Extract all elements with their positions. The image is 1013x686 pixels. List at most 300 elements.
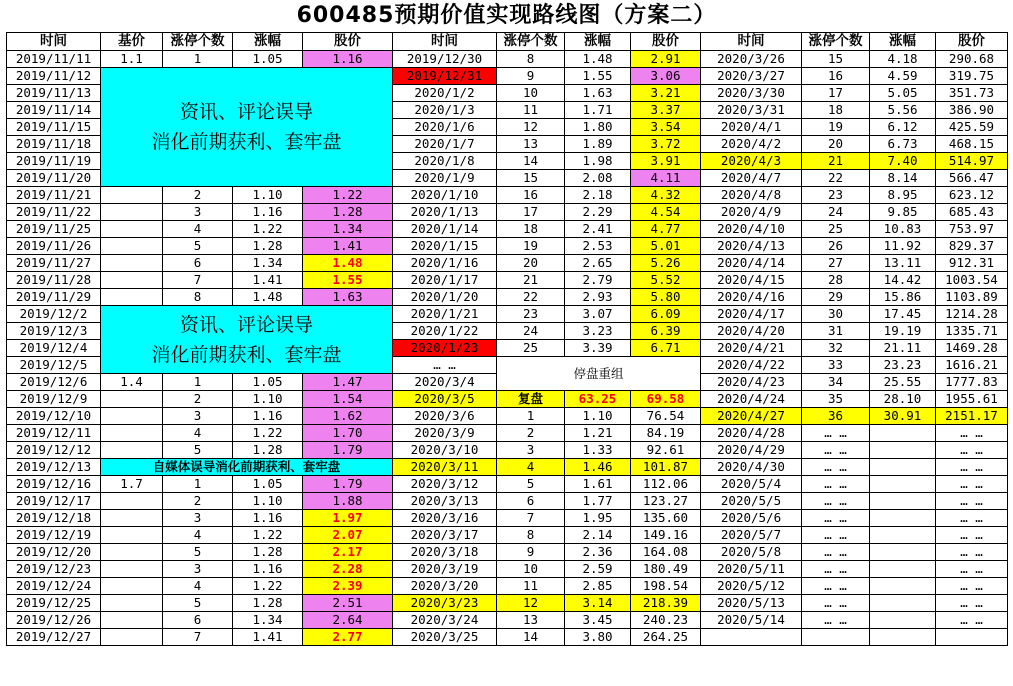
mid-limit-count-cell: 7: [497, 510, 565, 527]
right-price-cell: … …: [936, 544, 1008, 561]
left-gain-cell: 1.22: [233, 425, 303, 442]
base-price-cell: [101, 510, 163, 527]
left-date-cell: 2019/12/5: [7, 357, 101, 374]
left-limit-count-cell: 3: [163, 510, 233, 527]
left-gain-cell: 1.28: [233, 442, 303, 459]
mid-gain-cell: 1.21: [565, 425, 631, 442]
mid-price-cell: 164.08: [631, 544, 701, 561]
mid-gain-cell: 3.07: [565, 306, 631, 323]
mid-limit-count-cell: 9: [497, 544, 565, 561]
right-date-cell: 2020/4/20: [701, 323, 802, 340]
table-row: [7, 238, 1008, 255]
base-price-cell: 1.7: [101, 476, 163, 493]
right-date-cell: 2020/4/17: [701, 306, 802, 323]
mid-date-cell: 2020/1/22: [393, 323, 497, 340]
right-date-cell: 2020/4/22: [701, 357, 802, 374]
base-price-cell: [101, 527, 163, 544]
left-gain-cell: 1.41: [233, 629, 303, 646]
mid-gain-cell: 2.93: [565, 289, 631, 306]
left-price-cell: 2.17: [303, 544, 393, 561]
base-price-cell: 1.1: [101, 51, 163, 68]
left-limit-count-cell: 3: [163, 204, 233, 221]
right-gain-cell: [870, 459, 936, 476]
left-date-cell: 2019/11/20: [7, 170, 101, 187]
left-date-cell: 2019/12/11: [7, 425, 101, 442]
right-gain-cell: 6.12: [870, 119, 936, 136]
right-gain-cell: [870, 561, 936, 578]
mid-gain-cell: 2.85: [565, 578, 631, 595]
base-price-cell: 1.4: [101, 374, 163, 391]
mid-price-cell: 2.91: [631, 51, 701, 68]
table-row: [7, 629, 1008, 646]
base-price-cell: [101, 612, 163, 629]
left-limit-count-cell: 4: [163, 425, 233, 442]
right-gain-cell: 14.42: [870, 272, 936, 289]
right-gain-cell: 30.91: [870, 408, 936, 425]
right-price-cell: 351.73: [936, 85, 1008, 102]
left-price-cell: 1.97: [303, 510, 393, 527]
mid-price-cell: 5.26: [631, 255, 701, 272]
mid-date-cell: 2019/12/31: [393, 68, 497, 85]
misleading-note-text: 资讯、评论误导 消化前期获利、套牢盘: [151, 101, 342, 153]
left-date-cell: 2019/11/29: [7, 289, 101, 306]
column-header: 涨幅: [870, 33, 936, 51]
mid-date-cell: 2020/1/23: [393, 340, 497, 357]
mid-limit-count-cell: 6: [497, 493, 565, 510]
right-limit-count-cell: 15: [802, 51, 870, 68]
mid-limit-count-cell: 1: [497, 408, 565, 425]
left-price-cell: 1.88: [303, 493, 393, 510]
right-limit-count-cell: … …: [802, 510, 870, 527]
left-date-cell: 2019/11/26: [7, 238, 101, 255]
right-price-cell: 319.75: [936, 68, 1008, 85]
base-price-cell: [101, 595, 163, 612]
mid-gain-cell: 2.08: [565, 170, 631, 187]
mid-price-cell: 264.25: [631, 629, 701, 646]
mid-date-cell: 2020/1/10: [393, 187, 497, 204]
left-price-cell: 2.51: [303, 595, 393, 612]
base-price-cell: [101, 561, 163, 578]
right-price-cell: 1616.21: [936, 357, 1008, 374]
right-limit-count-cell: … …: [802, 493, 870, 510]
right-gain-cell: [870, 493, 936, 510]
right-limit-count-cell: 28: [802, 272, 870, 289]
left-limit-count-cell: 6: [163, 255, 233, 272]
right-limit-count-cell: … …: [802, 595, 870, 612]
mid-gain-cell: 1.55: [565, 68, 631, 85]
base-price-cell: [101, 425, 163, 442]
right-date-cell: 2020/4/1: [701, 119, 802, 136]
mid-date-cell: 2020/1/7: [393, 136, 497, 153]
left-date-cell: 2019/12/20: [7, 544, 101, 561]
right-price-cell: 468.15: [936, 136, 1008, 153]
left-date-cell: 2019/12/2: [7, 306, 101, 323]
left-price-cell: 2.28: [303, 561, 393, 578]
left-limit-count-cell: 5: [163, 595, 233, 612]
right-limit-count-cell: 25: [802, 221, 870, 238]
header-row: [7, 33, 1008, 51]
right-gain-cell: 17.45: [870, 306, 936, 323]
right-limit-count-cell: … …: [802, 612, 870, 629]
right-price-cell: 566.47: [936, 170, 1008, 187]
right-limit-count-cell: 19: [802, 119, 870, 136]
mid-price-cell: 4.11: [631, 170, 701, 187]
mid-gain-cell: 2.18: [565, 187, 631, 204]
left-date-cell: 2019/12/16: [7, 476, 101, 493]
mid-gain-cell: 1.80: [565, 119, 631, 136]
mid-gain-cell: 2.29: [565, 204, 631, 221]
left-gain-cell: 1.16: [233, 204, 303, 221]
left-price-cell: 2.39: [303, 578, 393, 595]
base-price-cell: [101, 187, 163, 204]
left-price-cell: 1.16: [303, 51, 393, 68]
right-date-cell: 2020/3/31: [701, 102, 802, 119]
mid-date-cell: 2020/3/18: [393, 544, 497, 561]
price-roadmap-table: [6, 32, 1008, 646]
mid-gain-cell: 3.80: [565, 629, 631, 646]
right-gain-cell: 23.23: [870, 357, 936, 374]
right-date-cell: 2020/5/7: [701, 527, 802, 544]
right-price-cell: 386.90: [936, 102, 1008, 119]
right-price-cell: … …: [936, 527, 1008, 544]
column-header: 股价: [936, 33, 1008, 51]
mid-gain-cell: 1.10: [565, 408, 631, 425]
right-price-cell: 290.68: [936, 51, 1008, 68]
right-gain-cell: 19.19: [870, 323, 936, 340]
left-price-cell: 1.48: [303, 255, 393, 272]
right-date-cell: 2020/4/30: [701, 459, 802, 476]
mid-price-cell: 4.54: [631, 204, 701, 221]
mid-date-cell: 2020/3/25: [393, 629, 497, 646]
right-date-cell: 2020/5/8: [701, 544, 802, 561]
right-limit-count-cell: 29: [802, 289, 870, 306]
left-gain-cell: 1.05: [233, 374, 303, 391]
mid-date-cell: 2020/1/6: [393, 119, 497, 136]
right-price-cell: 1335.71: [936, 323, 1008, 340]
mid-date-cell: 2020/1/20: [393, 289, 497, 306]
table-row: [7, 493, 1008, 510]
column-header: 涨幅: [565, 33, 631, 51]
left-date-cell: 2019/11/15: [7, 119, 101, 136]
right-limit-count-cell: … …: [802, 544, 870, 561]
right-limit-count-cell: 33: [802, 357, 870, 374]
mid-date-cell: 2020/3/20: [393, 578, 497, 595]
right-price-cell: 1469.28: [936, 340, 1008, 357]
right-price-cell: … …: [936, 510, 1008, 527]
right-limit-count-cell: 23: [802, 187, 870, 204]
left-gain-cell: 1.05: [233, 51, 303, 68]
mid-date-cell: 2020/1/14: [393, 221, 497, 238]
mid-gain-cell: 3.45: [565, 612, 631, 629]
right-gain-cell: [870, 527, 936, 544]
table-row: [7, 476, 1008, 493]
column-header: 时间: [701, 33, 802, 51]
right-gain-cell: [870, 510, 936, 527]
mid-gain-cell: 1.71: [565, 102, 631, 119]
left-price-cell: 1.63: [303, 289, 393, 306]
right-date-cell: 2020/4/10: [701, 221, 802, 238]
left-gain-cell: 1.16: [233, 510, 303, 527]
mid-date-cell: 2020/1/21: [393, 306, 497, 323]
mid-price-cell: 92.61: [631, 442, 701, 459]
mid-date-cell: 2020/3/13: [393, 493, 497, 510]
mid-limit-count-cell: 17: [497, 204, 565, 221]
right-price-cell: 1003.54: [936, 272, 1008, 289]
mid-limit-count-cell: 8: [497, 527, 565, 544]
base-price-cell: [101, 289, 163, 306]
right-gain-cell: [870, 612, 936, 629]
mid-limit-count-cell: 11: [497, 578, 565, 595]
left-date-cell: 2019/12/25: [7, 595, 101, 612]
mid-price-cell: 3.54: [631, 119, 701, 136]
mid-date-cell: 2020/1/16: [393, 255, 497, 272]
right-gain-cell: 4.18: [870, 51, 936, 68]
mid-limit-count-cell: 24: [497, 323, 565, 340]
left-date-cell: 2019/12/27: [7, 629, 101, 646]
left-gain-cell: 1.22: [233, 527, 303, 544]
mid-limit-count-cell: 25: [497, 340, 565, 357]
table-row: [7, 595, 1008, 612]
mid-limit-count-cell: 22: [497, 289, 565, 306]
right-gain-cell: 4.59: [870, 68, 936, 85]
left-gain-cell: 1.41: [233, 272, 303, 289]
left-gain-cell: 1.10: [233, 493, 303, 510]
mid-price-cell: 5.01: [631, 238, 701, 255]
right-date-cell: 2020/4/28: [701, 425, 802, 442]
mid-date-cell: 2020/3/10: [393, 442, 497, 459]
left-gain-cell: 1.28: [233, 238, 303, 255]
table-row: [7, 425, 1008, 442]
left-limit-count-cell: 7: [163, 629, 233, 646]
mid-gain-cell: 2.59: [565, 561, 631, 578]
misleading-note-1: [101, 68, 393, 187]
mid-gain-cell: 2.79: [565, 272, 631, 289]
left-limit-count-cell: 2: [163, 187, 233, 204]
right-limit-count-cell: [802, 629, 870, 646]
right-limit-count-cell: … …: [802, 527, 870, 544]
right-price-cell: … …: [936, 561, 1008, 578]
mid-date-cell: 2020/3/19: [393, 561, 497, 578]
left-date-cell: 2019/12/24: [7, 578, 101, 595]
right-price-cell: 2151.17: [936, 408, 1008, 425]
right-date-cell: 2020/4/7: [701, 170, 802, 187]
base-price-cell: [101, 629, 163, 646]
left-price-cell: 2.77: [303, 629, 393, 646]
mid-gain-cell: 1.46: [565, 459, 631, 476]
mid-limit-count-cell: 21: [497, 272, 565, 289]
base-price-cell: [101, 391, 163, 408]
mid-price-cell: 6.09: [631, 306, 701, 323]
mid-gain-cell: 1.48: [565, 51, 631, 68]
right-date-cell: 2020/4/21: [701, 340, 802, 357]
mid-gain-cell: 2.36: [565, 544, 631, 561]
right-price-cell: [936, 629, 1008, 646]
right-gain-cell: [870, 476, 936, 493]
table-row: [7, 578, 1008, 595]
mid-price-cell: 135.60: [631, 510, 701, 527]
right-date-cell: 2020/4/16: [701, 289, 802, 306]
mid-date-cell: 2020/1/9: [393, 170, 497, 187]
left-limit-count-cell: 5: [163, 238, 233, 255]
right-gain-cell: [870, 595, 936, 612]
base-price-cell: [101, 272, 163, 289]
mid-date-cell: 2020/1/8: [393, 153, 497, 170]
table-row: [7, 459, 1008, 476]
left-price-cell: 1.54: [303, 391, 393, 408]
mid-date-cell: 2020/1/3: [393, 102, 497, 119]
right-price-cell: 912.31: [936, 255, 1008, 272]
left-limit-count-cell: 6: [163, 612, 233, 629]
right-limit-count-cell: 26: [802, 238, 870, 255]
right-price-cell: … …: [936, 425, 1008, 442]
right-date-cell: 2020/4/29: [701, 442, 802, 459]
left-date-cell: 2019/11/25: [7, 221, 101, 238]
mid-date-cell: 2020/3/12: [393, 476, 497, 493]
right-date-cell: 2020/4/27: [701, 408, 802, 425]
misleading-note-2: [101, 306, 393, 374]
right-date-cell: 2020/5/12: [701, 578, 802, 595]
mid-price-cell: 6.71: [631, 340, 701, 357]
left-date-cell: 2019/12/17: [7, 493, 101, 510]
left-limit-count-cell: 1: [163, 476, 233, 493]
mid-price-cell: 84.19: [631, 425, 701, 442]
right-limit-count-cell: … …: [802, 561, 870, 578]
left-date-cell: 2019/11/28: [7, 272, 101, 289]
right-limit-count-cell: 18: [802, 102, 870, 119]
right-date-cell: 2020/4/23: [701, 374, 802, 391]
mid-limit-count-cell: 2: [497, 425, 565, 442]
left-date-cell: 2019/12/18: [7, 510, 101, 527]
suspension-note: 停盘重组: [497, 357, 701, 391]
table-row: [7, 51, 1008, 68]
left-limit-count-cell: 1: [163, 374, 233, 391]
right-limit-count-cell: 24: [802, 204, 870, 221]
left-limit-count-cell: 2: [163, 493, 233, 510]
mid-price-cell: 112.06: [631, 476, 701, 493]
left-limit-count-cell: 7: [163, 272, 233, 289]
mid-gain-cell: 2.41: [565, 221, 631, 238]
right-price-cell: 753.97: [936, 221, 1008, 238]
base-price-cell: [101, 408, 163, 425]
table-row: [7, 527, 1008, 544]
right-date-cell: 2020/4/8: [701, 187, 802, 204]
mid-limit-count-cell: 8: [497, 51, 565, 68]
right-limit-count-cell: 35: [802, 391, 870, 408]
mid-date-cell: 2020/3/9: [393, 425, 497, 442]
left-date-cell: 2019/12/3: [7, 323, 101, 340]
right-gain-cell: [870, 425, 936, 442]
right-date-cell: 2020/3/26: [701, 51, 802, 68]
left-price-cell: 1.28: [303, 204, 393, 221]
right-limit-count-cell: … …: [802, 442, 870, 459]
right-limit-count-cell: … …: [802, 476, 870, 493]
right-date-cell: 2020/4/3: [701, 153, 802, 170]
right-date-cell: 2020/3/27: [701, 68, 802, 85]
column-header: 涨停个数: [802, 33, 870, 51]
left-price-cell: 2.64: [303, 612, 393, 629]
column-header: 股价: [303, 33, 393, 51]
left-date-cell: 2019/11/19: [7, 153, 101, 170]
mid-price-cell: 101.87: [631, 459, 701, 476]
right-date-cell: 2020/4/24: [701, 391, 802, 408]
left-gain-cell: 1.34: [233, 612, 303, 629]
mid-limit-count-cell: 12: [497, 119, 565, 136]
column-header: 涨停个数: [163, 33, 233, 51]
base-price-cell: [101, 238, 163, 255]
right-gain-cell: 6.73: [870, 136, 936, 153]
mid-gain-cell: 2.65: [565, 255, 631, 272]
mid-price-cell: 198.54: [631, 578, 701, 595]
right-price-cell: 514.97: [936, 153, 1008, 170]
mid-date-cell: 2020/1/17: [393, 272, 497, 289]
left-date-cell: 2019/12/13: [7, 459, 101, 476]
left-date-cell: 2019/12/23: [7, 561, 101, 578]
mid-gain-cell: 1.61: [565, 476, 631, 493]
right-price-cell: … …: [936, 476, 1008, 493]
table-row: [7, 68, 1008, 85]
mid-price-cell: 218.39: [631, 595, 701, 612]
mid-price-cell: 3.91: [631, 153, 701, 170]
base-price-cell: [101, 493, 163, 510]
right-price-cell: … …: [936, 595, 1008, 612]
right-gain-cell: 5.56: [870, 102, 936, 119]
mid-price-cell: 180.49: [631, 561, 701, 578]
mid-price-cell: 3.72: [631, 136, 701, 153]
mid-limit-count-cell: 11: [497, 102, 565, 119]
mid-gain-cell: 63.25: [565, 391, 631, 408]
left-date-cell: 2019/12/10: [7, 408, 101, 425]
left-date-cell: 2019/11/21: [7, 187, 101, 204]
mid-limit-count-cell: 9: [497, 68, 565, 85]
table-row: [7, 289, 1008, 306]
mid-gain-cell: 1.89: [565, 136, 631, 153]
mid-date-cell: 2019/12/30: [393, 51, 497, 68]
base-price-cell: [101, 221, 163, 238]
mid-limit-count-cell: 23: [497, 306, 565, 323]
mid-gain-cell: 2.53: [565, 238, 631, 255]
mid-limit-count-cell: 13: [497, 136, 565, 153]
mid-price-cell: 69.58: [631, 391, 701, 408]
left-gain-cell: 1.28: [233, 544, 303, 561]
right-date-cell: 2020/4/14: [701, 255, 802, 272]
table-row: [7, 255, 1008, 272]
left-gain-cell: 1.34: [233, 255, 303, 272]
left-price-cell: 2.07: [303, 527, 393, 544]
left-date-cell: 2019/11/18: [7, 136, 101, 153]
left-limit-count-cell: 5: [163, 442, 233, 459]
right-gain-cell: 21.11: [870, 340, 936, 357]
left-gain-cell: 1.22: [233, 578, 303, 595]
right-gain-cell: [870, 629, 936, 646]
right-date-cell: 2020/5/4: [701, 476, 802, 493]
right-limit-count-cell: 16: [802, 68, 870, 85]
right-limit-count-cell: 27: [802, 255, 870, 272]
mid-limit-count-cell: 14: [497, 629, 565, 646]
right-gain-cell: 5.05: [870, 85, 936, 102]
right-limit-count-cell: 21: [802, 153, 870, 170]
left-limit-count-cell: 4: [163, 527, 233, 544]
right-limit-count-cell: 30: [802, 306, 870, 323]
mid-limit-count-cell: 3: [497, 442, 565, 459]
mid-gain-cell: 1.95: [565, 510, 631, 527]
left-gain-cell: 1.28: [233, 595, 303, 612]
mid-date-cell: … …: [393, 357, 497, 374]
left-date-cell: 2019/11/27: [7, 255, 101, 272]
left-gain-cell: 1.05: [233, 476, 303, 493]
mid-limit-count-cell: 18: [497, 221, 565, 238]
table-row: [7, 306, 1008, 323]
right-gain-cell: 10.83: [870, 221, 936, 238]
